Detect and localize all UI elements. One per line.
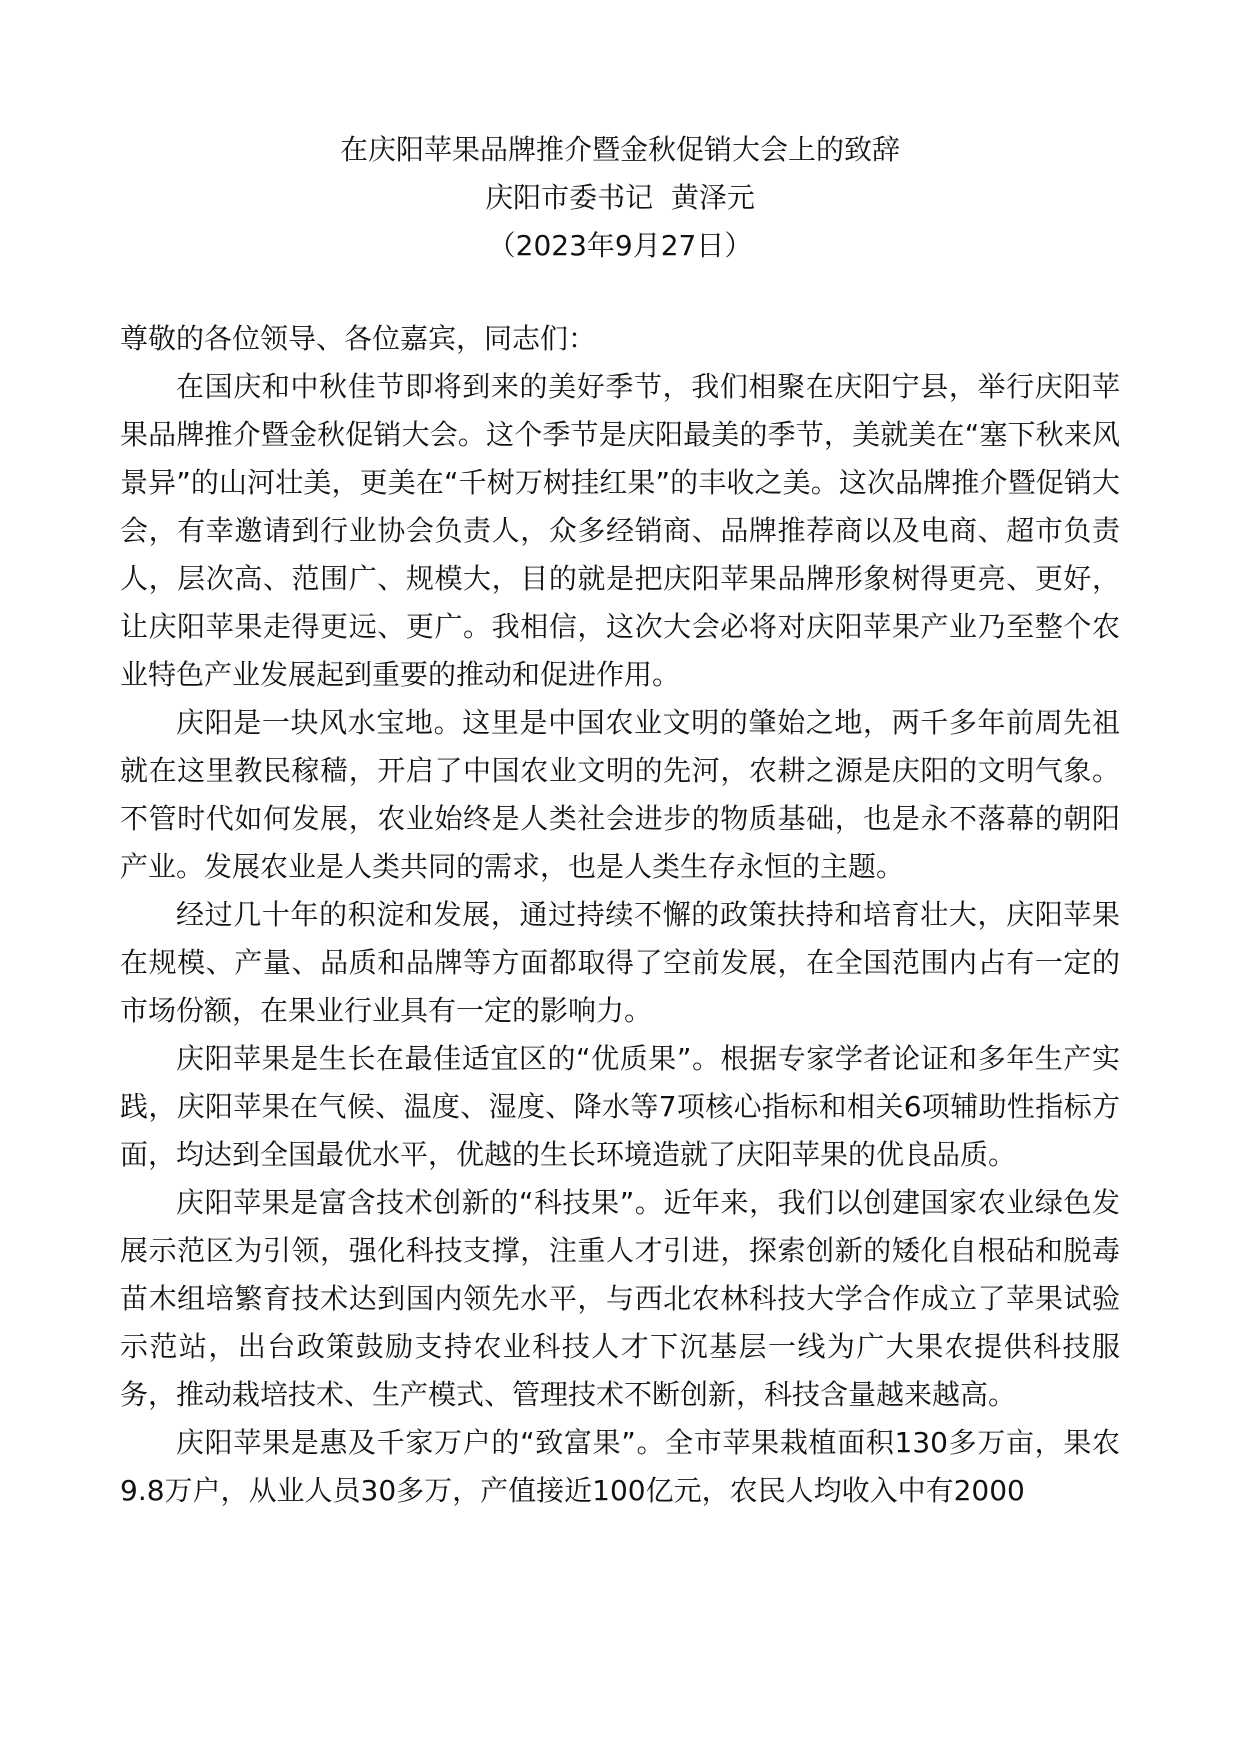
paragraph-development: 经过几十年的积淀和发展，通过持续不懈的政策扶持和培育壮大，庆阳苹果在规模、产量、品质和品牌等方面都取得了空前发展，在全国范围内占有一定的市场份额，在果业行业具有一定的影响力。 [120,898,1120,1027]
paragraph-wealth-fruit: 庆阳苹果是惠及千家万户的“致富果”。全市苹果栽植面积130多万亩，果农9.8万户，从业人员30多万，产值接近100亿元，农民人均收入中有2000 [120,1426,1120,1507]
paragraph-opening: 在国庆和中秋佳节即将到来的美好季节，我们相聚在庆阳宁县，举行庆阳苹果品牌推介暨金秋促销大会。这个季节是庆阳最美的季节，美就美在“塞下秋来风景异”的山河壮美，更美在“千树万树挂红果”的丰收之美。这次品牌推介暨促销大会，有幸邀请到行业协会负责人，众多经销商、品牌推荐商以及电商、超市负责人，层次高、范围广、规模大，目的就是把庆阳苹果品牌形象树得更亮、更好，让庆阳苹果走得更远、更广。我相信，这次大会必将对庆阳苹果产业乃至整个农业特色产业发展起到重要的推动和促进作用。 [120,370,1120,691]
paragraph-qingyang-land: 庆阳是一块风水宝地。这里是中国农业文明的肇始之地，两千多年前周先祖就在这里教民稼穑，开启了中国农业文明的先河，农耕之源是庆阳的文明气象。不管时代如何发展，农业始终是人类社会进步的物质基础，也是永不落幕的朝阳产业。发展农业是人类共同的需求，也是人类生存永恒的主题。 [120,706,1120,883]
document-title: 在庆阳苹果品牌推介暨金秋促销大会上的致辞 [339,133,900,166]
paragraph-quality-fruit: 庆阳苹果是生长在最佳适宜区的“优质果”。根据专家学者论证和多年生产实践，庆阳苹果在气候、温度、湿度、降水等7项核心指标和相关6项辅助性指标方面，均达到全国最优水平，优越的生长环境造就了庆阳苹果的优良品质。 [120,1042,1120,1171]
date-line: （2023年9月27日） [487,229,753,262]
salutation: 尊敬的各位领导、各位嘉宾，同志们： [120,322,597,355]
document-header [0,126,1240,270]
paragraph-tech-fruit: 庆阳苹果是富含技术创新的“科技果”。近年来，我们以创建国家农业绿色发展示范区为引领，强化科技支撑，注重人才引进，探索创新的矮化自根砧和脱毒苗木组培繁育技术达到国内领先水平，与西北农林科技大学合作成立了苹果试验示范站，出台政策鼓励支持农业科技人才下沉基层一线为广大果农提供科技服务，推动栽培技术、生产模式、管理技术不断创新，科技含量越来越高。 [120,1186,1120,1411]
author-line: 庆阳市委书记 黄泽元 [485,181,755,214]
document-body [120,315,1120,1515]
